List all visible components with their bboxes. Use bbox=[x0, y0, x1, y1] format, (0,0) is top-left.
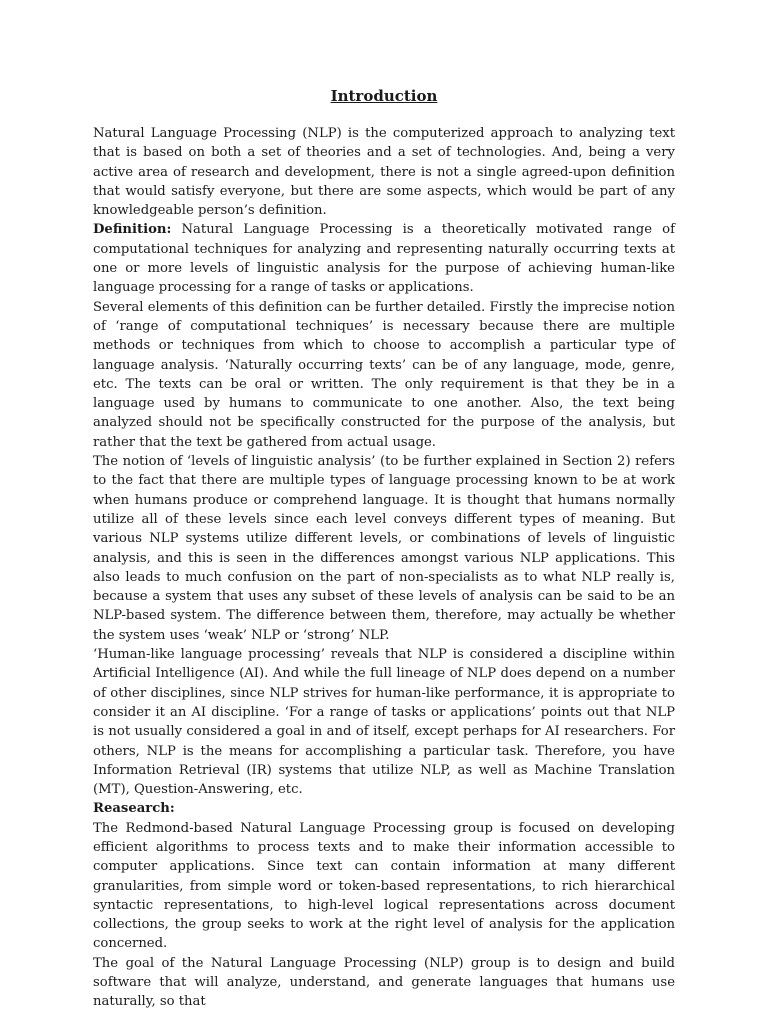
definition-paragraph bbox=[93, 220, 675, 297]
page-title: Introduction bbox=[330, 87, 438, 105]
intro-paragraph: Natural Language Processing (NLP) is the computerized approach to analyzing text that is based on both a set of theories and a set of technologies. And, being a very active area of research and development, there is not a single agreed-upon definition that would satisfy everyone, but there are some aspects, which would be part of any knowledgeable person’s definition. bbox=[93, 126, 675, 219]
elements-paragraph: Several elements of this definition can be further detailed. Firstly the imprecise notion of ‘range of computational techniques’ is necessary because there are multiple methods or techniques from which to choose to accomplish a particular type of language analysis. ‘Naturally occurring texts’ can be of any language, mode, genre, etc. The texts can be oral or written. The only requirement is that they be in a language used by humans to communicate to one another. Also, the text being analyzed should not be specifically constructed for the purpose of the analysis, but rather that the text be gathered from actual usage. bbox=[93, 299, 675, 450]
humanlike-paragraph: ‘Human-like language processing’ reveals that NLP is considered a discipline within Artificial Intelligence (AI). And while the full lineage of NLP does depend on a number of other disciplines, since NLP strives for human-like performance, it is appropriate to consider it an AI discipline. ‘For a range of tasks or applications’ points out that NLP is not usually considered a goal in and of itself, except perhaps for AI researchers. For others, NLP is the means for accomplishing a particular task. Therefore, you have Information Retrieval (IR) systems that utilize NLP, as well as Machine Translation (MT), Question-Answering, etc. bbox=[93, 647, 675, 798]
research-heading: Reasearch: bbox=[93, 801, 175, 817]
definition-text: Natural Language Processing is a theoretically motivated range of computational techniques for analyzing and representing naturally occurring texts at one or more levels of linguistic analysis for the purpose of achieving human-like language processing for a range of tasks or applications. bbox=[93, 222, 675, 296]
levels-paragraph: The notion of ‘levels of linguistic analysis’ (to be further explained in Section 2) refers to the fact that there are multiple types of language processing known to be at work when humans produce or comprehend language. It is thought that humans normally utilize all of these levels since each level conveys different types of meaning. But various NLP systems utilize different levels, or combinations of levels of linguistic analysis, and this is seen in the differences amongst various NLP applications. This also leads to much confusion on the part of non-specialists as to what NLP really is, because a system that uses any subset of these levels of analysis can be said to be an NLP-based system. The difference between them, therefore, may actually be whether the system uses ‘weak’ NLP or ‘strong’ NLP. bbox=[93, 454, 675, 643]
goal-paragraph: The goal of the Natural Language Processing (NLP) group is to design and build software that will analyze, understand, and generate languages that humans use naturally, so that bbox=[93, 955, 675, 1010]
redmond-paragraph: The Redmond-based Natural Language Processing group is focused on developing efficient algorithms to process texts and to make their information accessible to computer applications. Since text can contain information at many different granularities, from simple word or token-based representations, to rich hierarchical syntactic representations, to high-level logical representations across document collections, the group seeks to work at the right level of analysis for the application concerned. bbox=[93, 820, 675, 952]
definition-label: Definition: bbox=[93, 222, 172, 238]
document-page bbox=[93, 86, 675, 1012]
